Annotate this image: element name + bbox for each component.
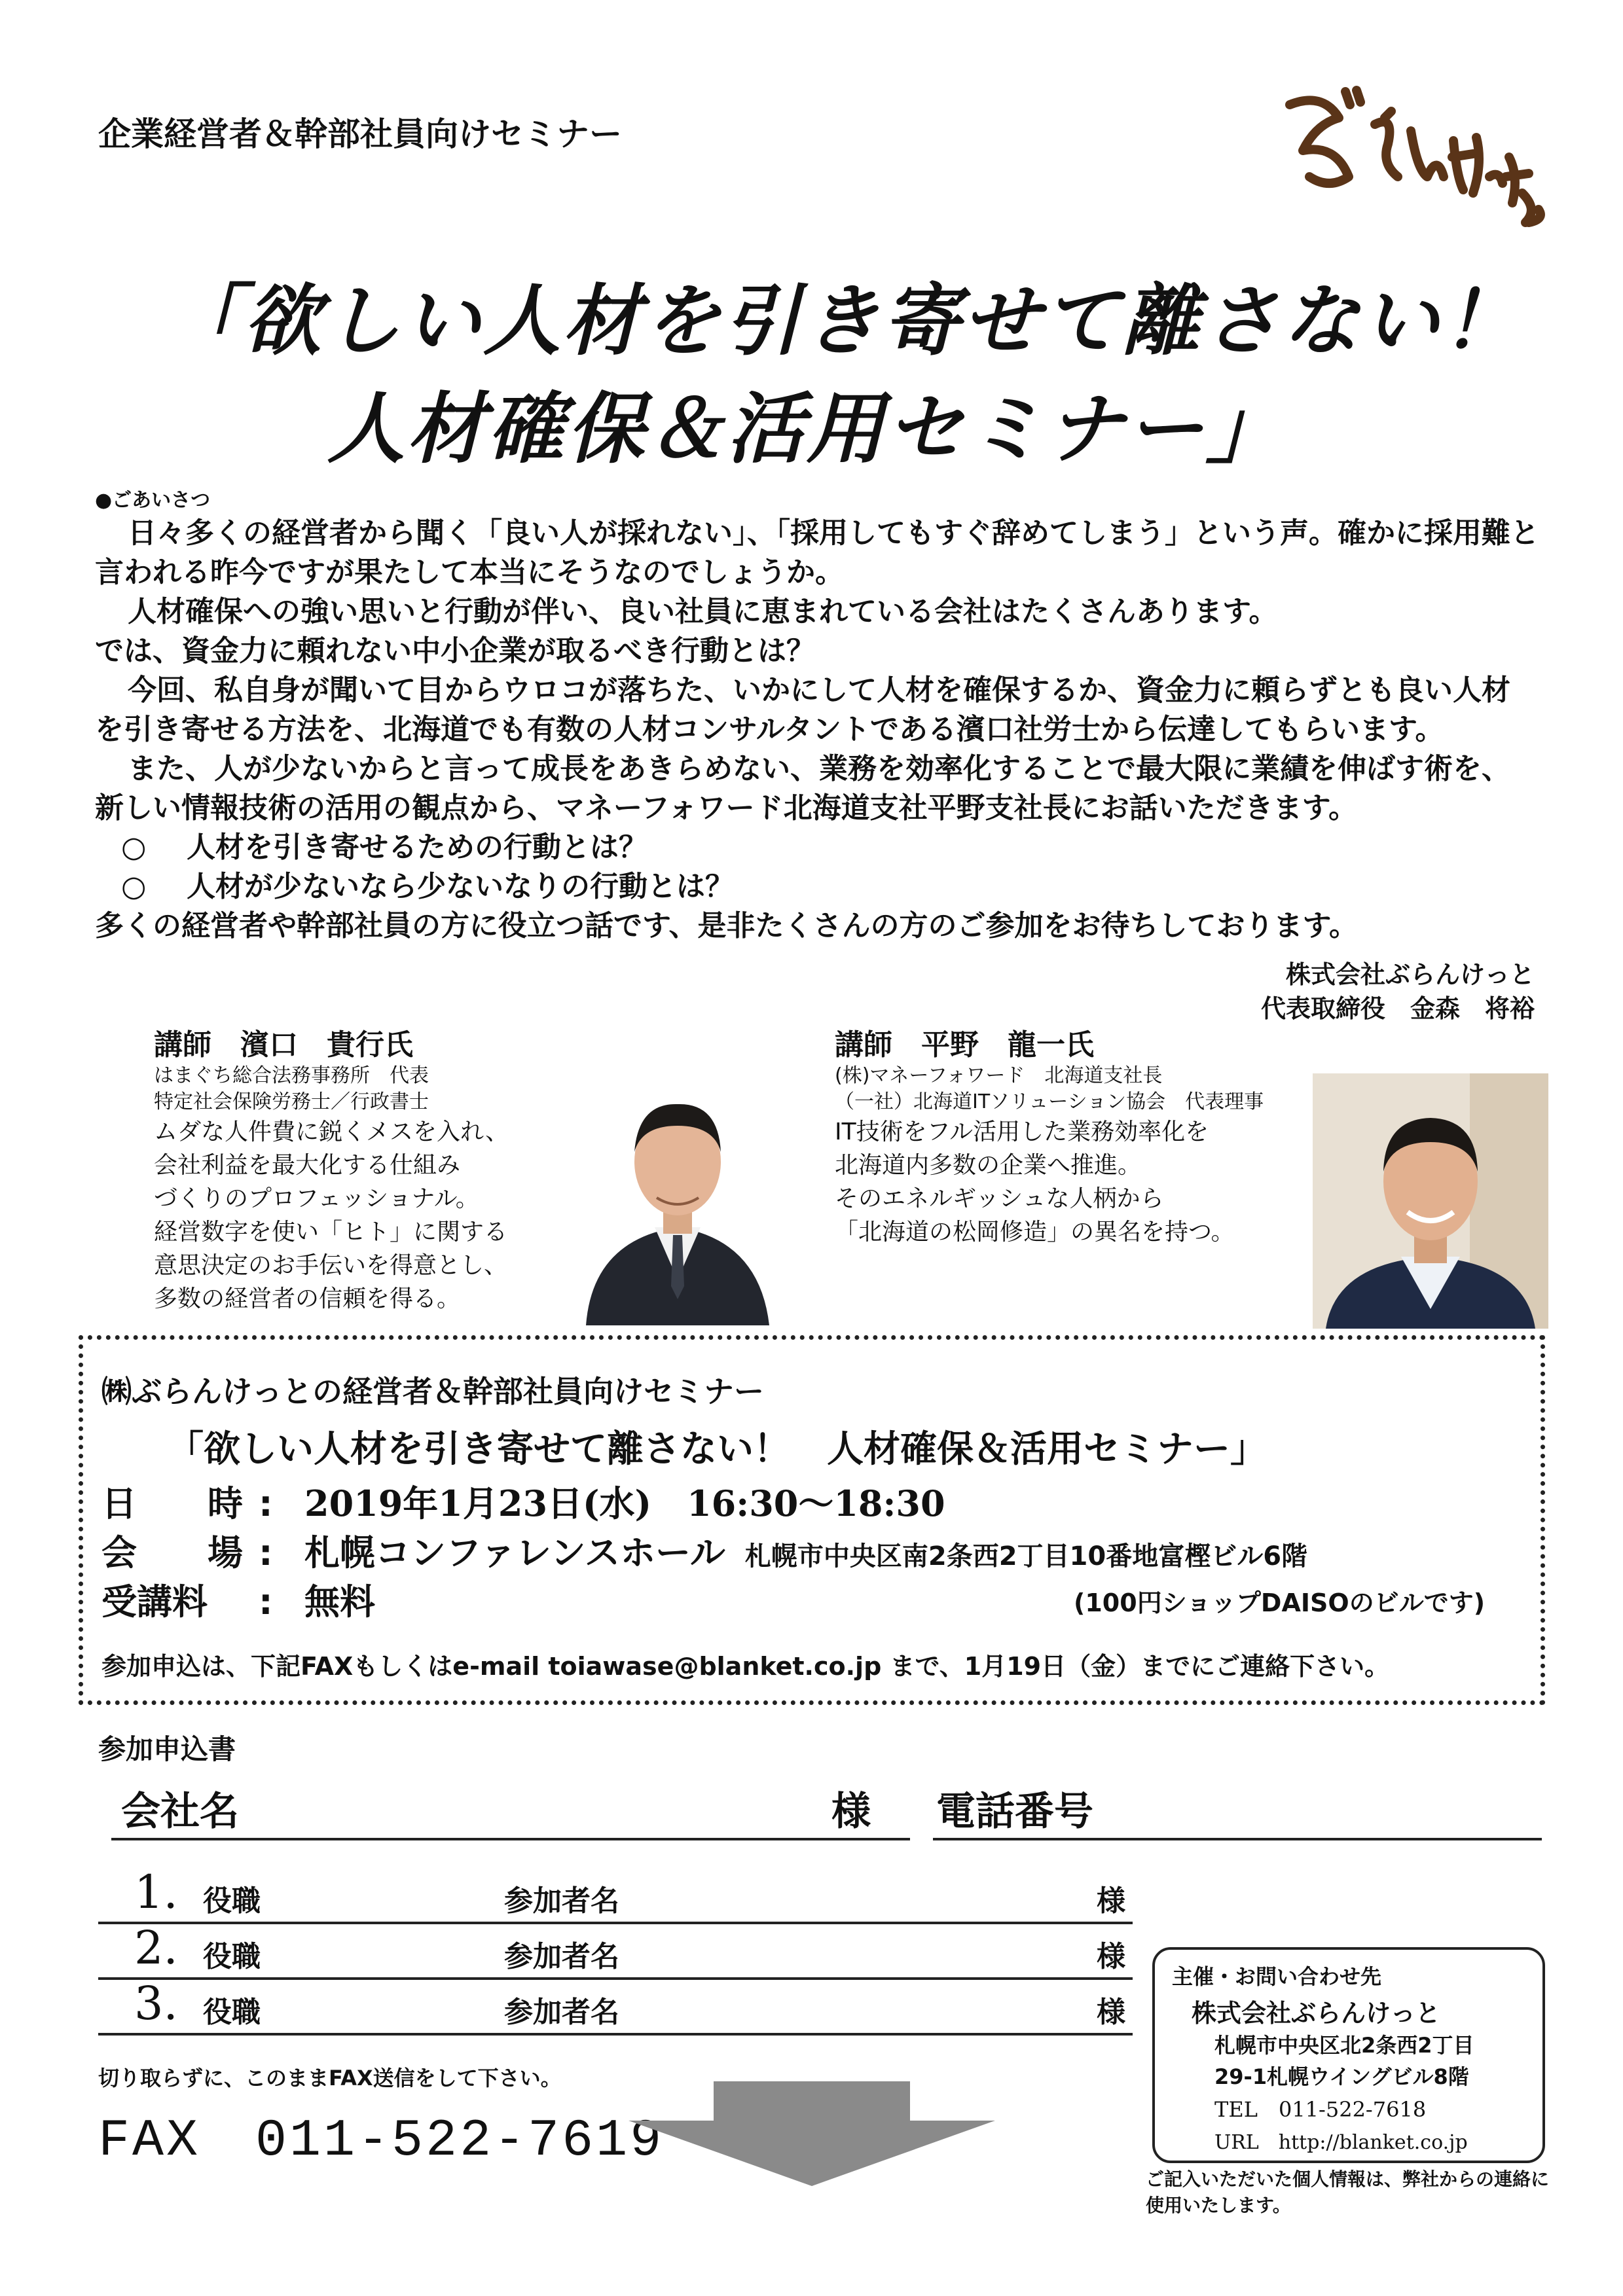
lecturer-bio-line: 「北海道の松岡修造」の異名を持つ。 bbox=[835, 1219, 1235, 1246]
phone-field[interactable] bbox=[933, 1838, 1542, 1840]
contact-company: 株式会社ぶらんけっと bbox=[1192, 1999, 1441, 2028]
fax-number: FAX 011-522-7619 bbox=[98, 2111, 665, 2171]
contact-heading: 主催・お問い合わせ先 bbox=[1172, 1964, 1382, 1989]
participant-name-label: 参加者名 bbox=[504, 1884, 619, 1918]
lecturer-bio-line: そのエネルギッシュな人柄から bbox=[835, 1185, 1164, 1212]
greeting-heading: ●ごあいさつ bbox=[95, 489, 211, 512]
participant-row-3[interactable] bbox=[98, 1977, 1133, 2036]
bullet-mark: ○ bbox=[121, 831, 147, 864]
company-name-label: 会社名 bbox=[121, 1789, 239, 1835]
lecturer-title: はまぐち総合法務事務所 代表 bbox=[154, 1064, 429, 1087]
lecturer-hamaguchi-photo bbox=[579, 1064, 773, 1325]
greeting-line: では、資金力に頼れない中小企業が取るべき行動とは？ bbox=[95, 634, 815, 668]
greeting-line: 言われる昨今ですが果たして本当にそうなのでしょうか。 bbox=[95, 556, 844, 589]
greeting-bullet bbox=[95, 867, 1535, 906]
contact-url[interactable]: URL http://blanket.co.jp bbox=[1214, 2131, 1468, 2154]
event-title: 「欲しい人材を引き寄せて離さない！ 人材確保＆活用セミナー」 bbox=[167, 1428, 1267, 1471]
position-label: 役職 bbox=[203, 1884, 261, 1918]
lecturer-bio-line: 会社利益を最大化する仕組み bbox=[154, 1152, 461, 1179]
participant-name-label: 参加者名 bbox=[504, 1996, 619, 2029]
lecturer-bio-line: 多数の経営者の信頼を得る。 bbox=[154, 1285, 461, 1312]
lecturer-bio-line: 北海道内多数の企業へ推進。 bbox=[835, 1152, 1142, 1179]
contact-address-line1: 札幌市中央区北2条西2丁目 bbox=[1214, 2033, 1474, 2058]
separator: : bbox=[259, 1483, 273, 1524]
bullet-mark: ○ bbox=[121, 870, 147, 903]
phone-label: 電話番号 bbox=[936, 1789, 1093, 1835]
event-venue-label: 会 場 bbox=[101, 1532, 243, 1573]
lecturer-hirano bbox=[835, 1021, 1306, 1249]
greeting-line: を引き寄せる方法を、北海道でも有数の人材コンサルタントである濱口社労士から伝達してもらいます。 bbox=[95, 713, 1444, 746]
event-fee-note: (100円ショップDAISOのビルです) bbox=[1074, 1588, 1486, 1617]
event-fee-label: 受講料 bbox=[101, 1581, 208, 1623]
event-venue-address: 札幌市中央区南2条西2丁目10番地富樫ビル6階 bbox=[744, 1541, 1308, 1571]
greeting-line: 今回、私自身が聞いて目からウロコが落ちた、いかにして人材を確保するか、資金力に頼らずとも良い人材 bbox=[128, 673, 1510, 707]
event-organizer: ㈱ぶらんけっとの経営者＆幹部社員向けセミナー bbox=[101, 1374, 764, 1409]
event-date-row bbox=[101, 1476, 945, 1526]
company-name-field[interactable] bbox=[111, 1838, 910, 1840]
lecturer-hirano-photo bbox=[1313, 1073, 1548, 1329]
greeting-line: また、人が少ないからと言って成長をあきらめない、業務を効率化することで最大限に業績を伸ばす術を、 bbox=[128, 752, 1510, 785]
separator: : bbox=[259, 1581, 273, 1623]
participant-row-1[interactable] bbox=[98, 1865, 1133, 1924]
event-fee-row bbox=[101, 1574, 375, 1624]
greeting-closing: 多くの経営者や幹部社員の方に役立つ話です、是非たくさんの方のご参加をお待ちしております。 bbox=[95, 909, 1358, 942]
participant-sama: 様 bbox=[1097, 1884, 1125, 1918]
participant-sama: 様 bbox=[1097, 1996, 1125, 2029]
greeting-line: 新しい情報技術の活用の観点から、マネーフォワード北海道支社平野支社長にお話いただきます。 bbox=[95, 791, 1358, 825]
row-underline bbox=[98, 1977, 1133, 1980]
lecturer-hamaguchi bbox=[154, 1021, 560, 1316]
bullet-text: 人材を引き寄せるための行動とは？ bbox=[187, 831, 647, 864]
greeting-line: 人材確保への強い思いと行動が伴い、良い社員に恵まれている会社はたくさんあります。 bbox=[128, 595, 1278, 628]
seminar-target-label: 企業経営者＆幹部社員向けセミナー bbox=[98, 115, 622, 153]
event-apply-instructions: 参加申込は、下記FAXもしくはe-mail toiawase@blanket.co.jp まで、1月19日（金）までにご連絡下さい。 bbox=[101, 1652, 1390, 1681]
lecturer-bio-line: 意思決定のお手伝いを得意とし、 bbox=[154, 1252, 508, 1279]
position-label: 役職 bbox=[203, 1940, 261, 1973]
greeting-section bbox=[95, 488, 1539, 946]
participant-name-label: 参加者名 bbox=[504, 1940, 619, 1973]
row-number: 3. bbox=[134, 1977, 178, 2030]
blanket-logo bbox=[1277, 79, 1552, 249]
greeting-line: 日々多くの経営者から聞く「良い人が採れない」、「採用してもすぐ辞めてしまう」という声。確かに採用難と bbox=[128, 516, 1539, 550]
arrow-down-icon bbox=[629, 2081, 995, 2186]
lecturer-title: (株)マネーフォワード 北海道支社長 bbox=[835, 1064, 1163, 1087]
company-sama: 様 bbox=[831, 1789, 871, 1835]
main-title-line2: 人材確保＆活用セミナー」 bbox=[327, 384, 1286, 474]
position-label: 役職 bbox=[203, 1996, 261, 2029]
row-number: 1. bbox=[134, 1865, 178, 1919]
signature-company: 株式会社ぶらんけっと bbox=[1285, 960, 1535, 989]
event-date-label: 日 時 bbox=[101, 1483, 243, 1524]
event-fee-value: 無料 bbox=[304, 1581, 375, 1623]
lecturer-bio-line: 経営数字を使い「ヒト」に関する bbox=[154, 1219, 508, 1246]
event-venue-value: 札幌コンファレンスホール bbox=[304, 1532, 725, 1573]
contact-address-line2: 29-1札幌ウイングビル8階 bbox=[1214, 2064, 1469, 2089]
row-underline bbox=[98, 2033, 1133, 2036]
form-title: 参加申込書 bbox=[98, 1733, 236, 1765]
contact-tel: TEL 011-522-7618 bbox=[1214, 2097, 1427, 2122]
participant-row-2[interactable] bbox=[98, 1921, 1133, 1980]
greeting-bullet bbox=[95, 828, 1535, 867]
lecturer-name: 講師 平野 龍一氏 bbox=[835, 1028, 1094, 1062]
lecturer-bio-line: IT技術をフル活用した業務効率化を bbox=[835, 1119, 1209, 1145]
lecturer-title: （一社）北海道ITソリューション協会 代表理事 bbox=[835, 1090, 1264, 1113]
row-number: 2. bbox=[134, 1921, 178, 1975]
row-underline bbox=[98, 1922, 1133, 1924]
fax-note: 切り取らずに、このままFAX送信をして下さい。 bbox=[98, 2066, 562, 2090]
bullet-text: 人材が少ないなら少ないなりの行動とは？ bbox=[187, 870, 734, 903]
participant-sama: 様 bbox=[1097, 1940, 1125, 1973]
lecturer-name: 講師 濱口 貴行氏 bbox=[154, 1028, 413, 1062]
privacy-note: ご記入いただいた個人情報は、弊社からの連絡に使用いたします。 bbox=[1146, 2168, 1550, 2216]
main-title-line1: 「欲しい人材を引き寄せて離さない！ bbox=[164, 276, 1522, 366]
lecturer-title: 特定社会保険労務士／行政書士 bbox=[154, 1090, 429, 1113]
signature-person: 代表取締役 金森 将裕 bbox=[1260, 994, 1535, 1023]
event-date-value: 2019年1月23日(水) 16:30〜18:30 bbox=[304, 1482, 945, 1524]
lecturer-bio-line: ムダな人件費に鋭くメスを入れ、 bbox=[154, 1119, 509, 1145]
event-venue-row bbox=[101, 1525, 1307, 1575]
lecturer-bio-line: づくりのプロフェッショナル。 bbox=[154, 1185, 479, 1212]
separator: : bbox=[259, 1532, 273, 1573]
